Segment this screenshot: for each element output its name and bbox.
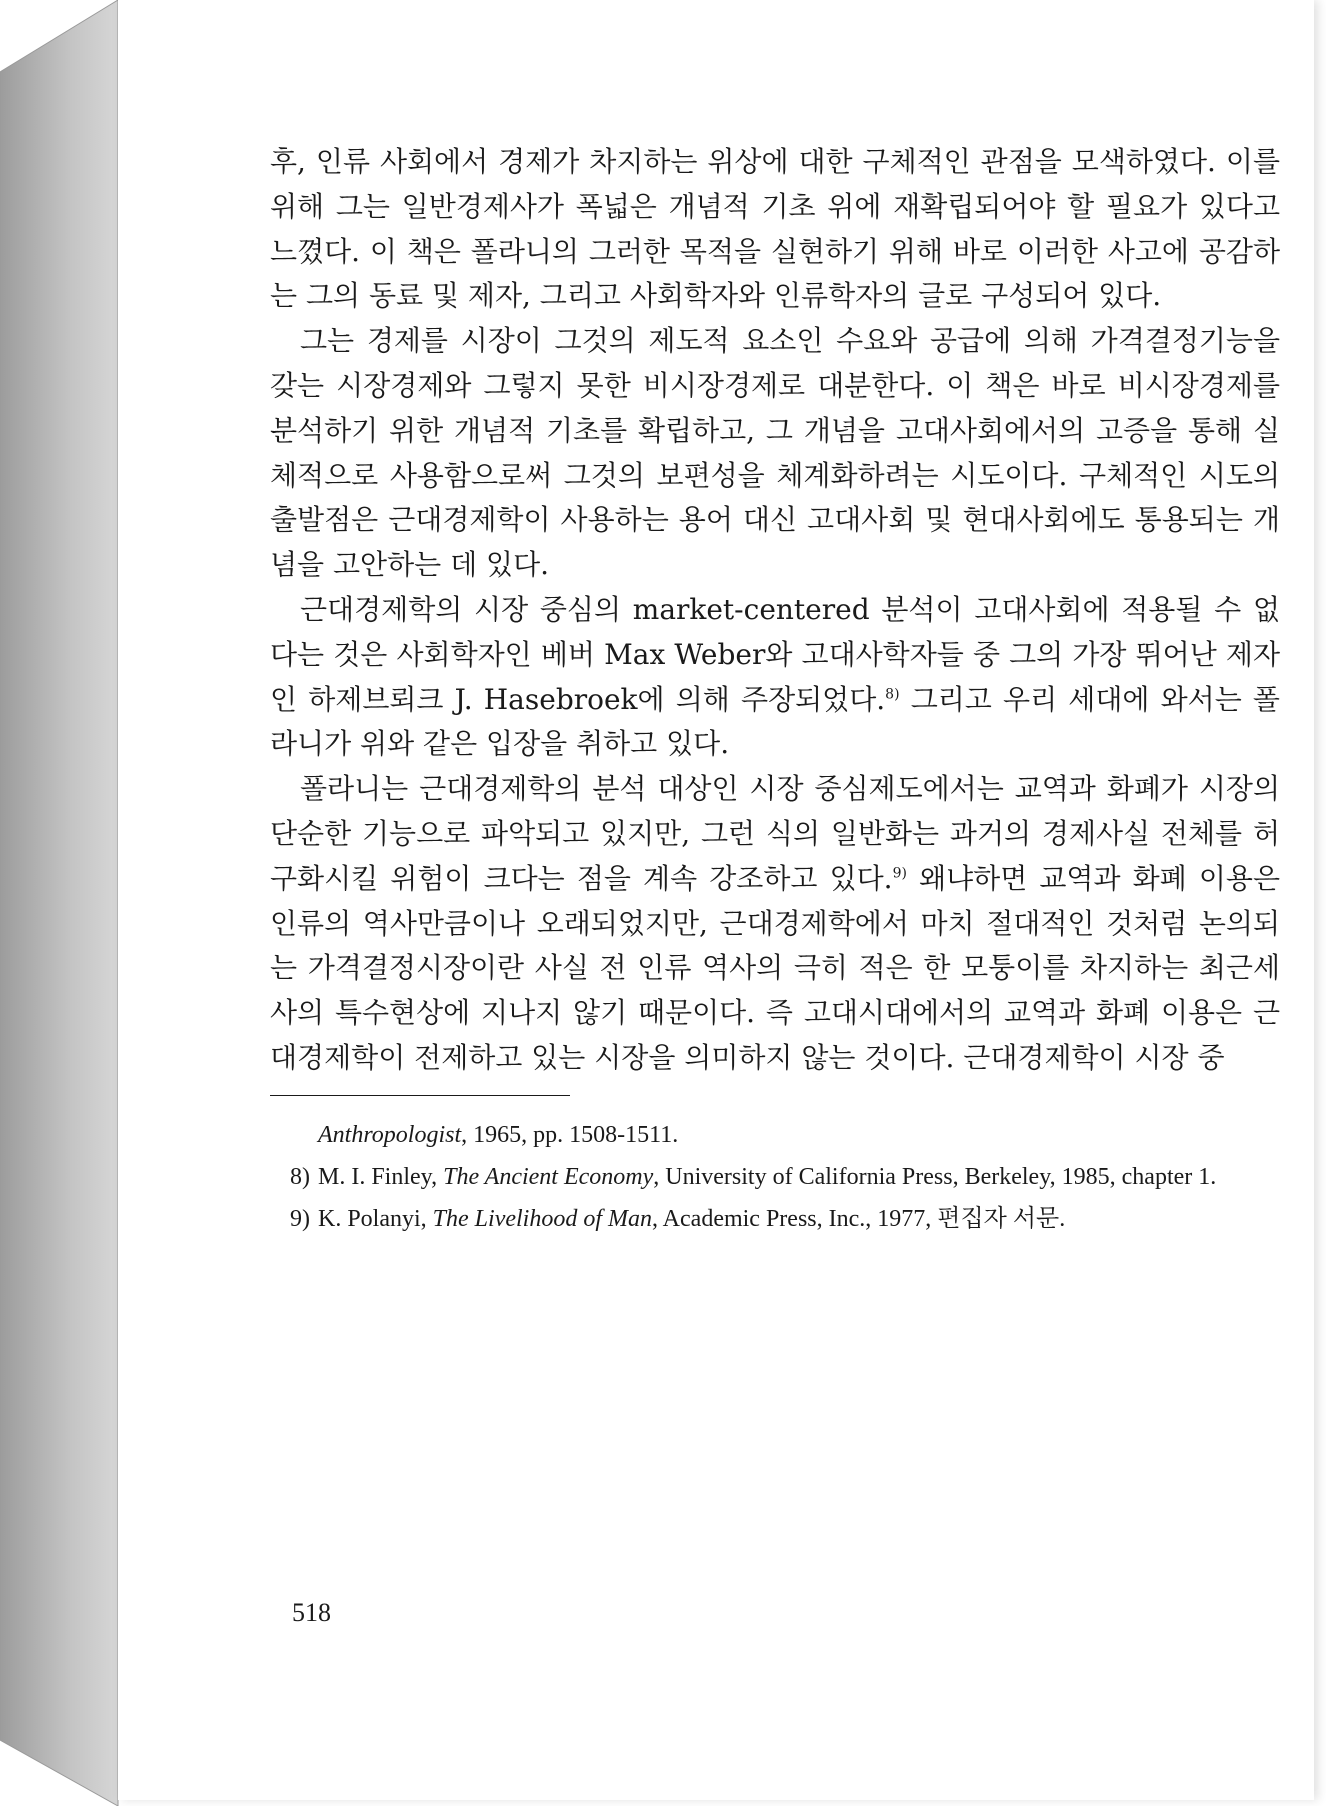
book-page xyxy=(118,0,1314,1800)
footnote-text: , Academic Press, Inc., 1977, 편집자 서문. xyxy=(652,1205,1066,1232)
footnote-text: M. I. Finley, xyxy=(318,1163,444,1190)
paragraph xyxy=(270,140,1280,319)
footnote xyxy=(270,1198,1280,1240)
paragraph xyxy=(270,767,1280,1081)
paragraph-text: 그는 경제를 시장이 그것의 제도적 요소인 수요와 공급에 의해 가격결정기능을 갖는 시장경제와 그렇지 못한 비시장경제로 대분한다. 이 책은 바로 비시장경제를 분석하기 위한 개념적 기초를 확립하고, 그 개념을 고대사회에서의 고증을 통해 실체적으로 사용함으로써 그것의 보편성을 체계화하려는 시도이다. 구체적인 시도의 출발점은 근대경제학이 사용하는 용어 대신 고대사회 및 현대사회에도 통용되는 개념을 고안하는 데 있다. xyxy=(270,324,1280,582)
paragraph-text: 폴라니는 근대경제학의 분석 대상인 시장 중심제도에서는 교역과 화폐가 시장의 단순한 기능으로 파악되고 있지만, 그런 식의 일반화는 과거의 경제사실 전체를 허구화시킬 위험이 크다는 점을 계속 강조하고 있다. xyxy=(270,772,1280,895)
paragraph-text: 근대경제학의 시장 중심의 market-centered 분석이 고대사회에 적용될 수 없다는 것은 사회학자인 베버 Max Weber와 고대사학자들 중 그의 가장 뛰어난 제자인 하제브뢰크 J. Hasebroek에 의해 주장되었다. xyxy=(270,592,1280,716)
paragraph xyxy=(270,588,1280,767)
footnote-divider xyxy=(270,1095,570,1096)
footnote-marker: 9) xyxy=(892,865,907,882)
paragraph-text: 후, 인류 사회에서 경제가 차지하는 위상에 대한 구체적인 관점을 모색하였다. 이를 위해 그는 일반경제사가 폭넓은 개념적 기초 위에 재확립되어야 할 필요가 있다고 느꼈다. 이 책은 폴라니의 그러한 목적을 실현하기 위해 바로 이러한 사고에 공감하는 그의 동료 및 제자, 그리고 사회학자와 인류학자의 글로 구성되어 있다. xyxy=(270,145,1280,313)
body-text xyxy=(270,140,1280,1081)
footnote-number: 9) xyxy=(290,1205,310,1232)
footnotes xyxy=(270,1114,1280,1240)
footnote xyxy=(270,1114,1280,1156)
paragraph-text: 그리고 우리 세대에 와서는 폴라니가 위와 같은 입장을 취하고 있다. xyxy=(270,682,1280,761)
footnote-text: K. Polanyi, xyxy=(318,1205,433,1232)
footnote xyxy=(270,1156,1280,1198)
footnote-title: The Livelihood of Man xyxy=(432,1205,652,1232)
footnote-text: , 1965, pp. 1508-1511. xyxy=(461,1121,679,1148)
page-number: 518 xyxy=(292,1598,331,1627)
paragraph-text: 왜냐하면 교역과 화폐 이용은 인류의 역사만큼이나 오래되었지만, 근대경제학에서 마치 절대적인 것처럼 논의되는 가격결정시장이란 사실 전 인류 역사의 극히 적은 한 모퉁이를 차지하는 최근세사의 특수현상에 지나지 않기 때문이다. 즉 고대시대에서의 교역과 화폐 이용은 근대경제학이 전제하고 있는 시장을 의미하지 않는 것이다. 근대경제학이 시장 중 xyxy=(270,861,1281,1074)
footnote-marker: 8) xyxy=(885,686,900,703)
footnote-text: , University of California Press, Berkeley, 1985, chapter 1. xyxy=(653,1163,1217,1190)
footnote-title: The Ancient Economy xyxy=(443,1163,654,1190)
footnote-number: 8) xyxy=(290,1163,310,1190)
footnote-title: Anthropologist xyxy=(318,1121,462,1148)
page-content xyxy=(270,140,1280,1240)
paragraph xyxy=(270,319,1280,588)
